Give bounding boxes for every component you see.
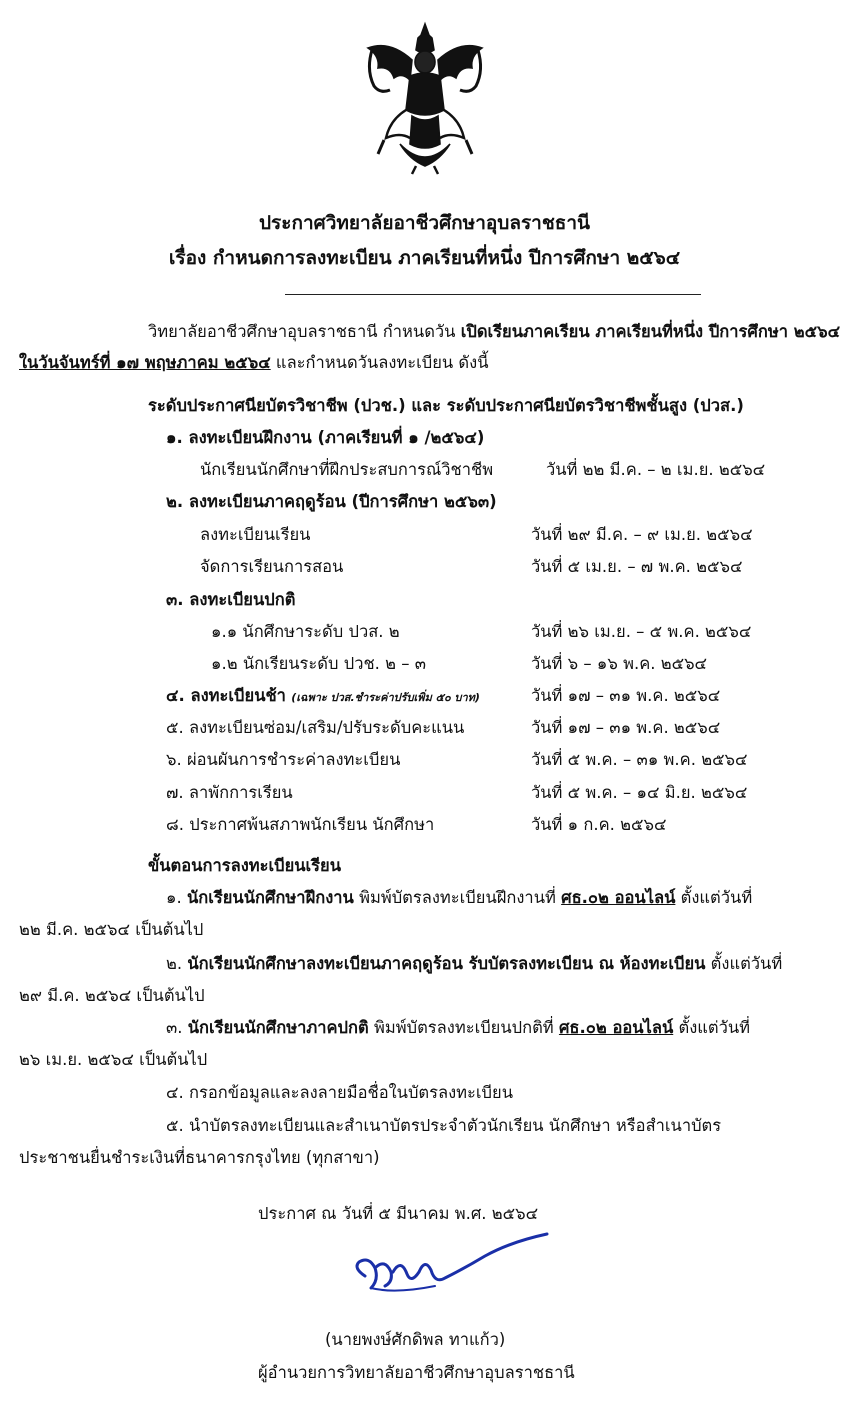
schedule-item-2-title: ๒. ลงทะเบียนภาคฤดูร้อน (ปีการศึกษา ๒๕๖๓) <box>166 492 497 511</box>
announcement-title: ประกาศวิทยาลัยอาชีวศึกษาอุบลราชธานี <box>258 212 590 234</box>
schedule-item-3-2-date: วันที่ ๖ – ๑๖ พ.ค. ๒๕๖๔ <box>531 654 708 673</box>
schedule-item-4 <box>166 685 480 709</box>
signer-name: (นายพงษ์ศักดิพล ทาแก้ว) <box>325 1330 506 1349</box>
sor-tor-02-online-link[interactable]: ศธ.๐๒ ออนไลน์ <box>558 1018 674 1037</box>
intro-open-term: เปิดเรียนภาคเรียน ภาคเรียนที่หนึ่ง ปีการศึกษา ๒๕๖๔ <box>460 322 841 341</box>
step-4: ๔. กรอกข้อมูลและลงลายมือชื่อในบัตรลงทะเบียน <box>166 1083 513 1102</box>
schedule-item-1-title: ๑. ลงทะเบียนฝึกงาน (ภาคเรียนที่ ๑ /๒๕๖๔) <box>166 428 485 447</box>
schedule-item-8-title: ๘. ประกาศพ้นสภาพนักเรียน นักศึกษา <box>166 815 435 834</box>
signer-title: ผู้อำนวยการวิทยาลัยอาชีวศึกษาอุบลราชธานี <box>258 1363 575 1382</box>
schedule-item-4-note: (เฉพาะ ปวส.ชำระค่าปรับเพิ่ม ๕๐ บาท) <box>291 691 480 704</box>
schedule-item-3-1-date: วันที่ ๒๖ เม.ย. – ๕ พ.ค. ๒๕๖๔ <box>531 622 752 641</box>
step-2-line-1: ๒. นักเรียนนักศึกษาลงทะเบียนภาคฤดูร้อน รับบัตรลงทะเบียน ณ ห้องทะเบียน ตั้งแต่วันที่ <box>166 954 783 973</box>
step-2-line-2: ๒๙ มี.ค. ๒๕๖๔ เป็นต้นไป <box>19 986 205 1005</box>
step-1-line-1: ๑. นักเรียนนักศึกษาฝึกงาน พิมพ์บัตรลงทะเบียนฝึกงานที่ ศธ.๐๒ ออนไลน์ ตั้งแต่วันที่ <box>166 888 753 907</box>
schedule-item-5-title: ๕. ลงทะเบียนซ่อม/เสริม/ปรับระดับคะแนน <box>166 718 465 737</box>
schedule-item-3-1-label: ๑.๑ นักศึกษาระดับ ปวส. ๒ <box>211 622 400 641</box>
schedule-item-6-title: ๖. ผ่อนผันการชำระค่าลงทะเบียน <box>166 750 401 769</box>
announcement-subject: เรื่อง กำหนดการลงทะเบียน ภาคเรียนที่หนึ่ง ปีการศึกษา ๒๕๖๔ <box>168 247 681 269</box>
schedule-item-7-title: ๗. ลาพักการเรียน <box>166 783 293 802</box>
announce-date: ประกาศ ณ วันที่ ๕ มีนาคม พ.ศ. ๒๕๖๔ <box>258 1204 539 1223</box>
schedule-item-2-1-date: วันที่ ๒๙ มี.ค. – ๙ เม.ย. ๒๕๖๔ <box>531 525 753 544</box>
intro-line-1: วิทยาลัยอาชีวศึกษาอุบลราชธานี กำหนดวัน เปิดเรียนภาคเรียน ภาคเรียนที่หนึ่ง ปีการศึกษา ๒๕๖๔ <box>148 322 841 341</box>
schedule-item-6-date: วันที่ ๕ พ.ค. – ๓๑ พ.ค. ๒๕๖๔ <box>531 750 748 769</box>
schedule-item-3-2-label: ๑.๒ นักเรียนระดับ ปวช. ๒ – ๓ <box>211 654 427 673</box>
level-heading: ระดับประกาศนียบัตรวิชาชีพ (ปวช.) และ ระดับประกาศนียบัตรวิชาชีพชั้นสูง (ปวส.) <box>148 396 744 415</box>
step-5-line-2: ประชาชนยื่นชำระเงินที่ธนาคารกรุงไทย (ทุกสาขา) <box>19 1148 380 1167</box>
intro-open-date: ในวันจันทร์ที่ ๑๗ พฤษภาคม ๒๕๖๔ <box>19 353 271 372</box>
schedule-item-3-title: ๓. ลงทะเบียนปกติ <box>166 590 296 609</box>
schedule-item-5-date: วันที่ ๑๗ – ๓๑ พ.ค. ๒๕๖๔ <box>531 718 721 737</box>
step-5-line-1: ๕. นำบัตรลงทะเบียนและสำเนาบัตรประจำตัวนักเรียน นักศึกษา หรือสำเนาบัตร <box>166 1116 722 1135</box>
sor-tor-02-online-link[interactable]: ศธ.๐๒ ออนไลน์ <box>561 888 676 907</box>
schedule-item-7-date: วันที่ ๕ พ.ค. – ๑๔ มิ.ย. ๒๕๖๔ <box>531 783 748 802</box>
garuda-emblem-icon <box>360 20 490 175</box>
header-divider <box>285 294 701 295</box>
schedule-item-4-title: ๔. ลงทะเบียนช้า <box>166 686 286 705</box>
schedule-item-2-2-date: วันที่ ๕ เม.ย. – ๗ พ.ค. ๒๕๖๔ <box>531 557 743 576</box>
schedule-item-1-label: นักเรียนนักศึกษาที่ฝึกประสบการณ์วิชาชีพ <box>200 460 494 479</box>
schedule-item-1-date: วันที่ ๒๒ มี.ค. – ๒ เม.ย. ๒๕๖๔ <box>546 460 766 479</box>
step-1-line-2: ๒๒ มี.ค. ๒๕๖๔ เป็นต้นไป <box>19 920 204 939</box>
schedule-item-4-date: วันที่ ๑๗ – ๓๑ พ.ค. ๒๕๖๔ <box>531 686 721 705</box>
schedule-item-2-2-label: จัดการเรียนการสอน <box>200 557 344 576</box>
intro-line-2: ในวันจันทร์ที่ ๑๗ พฤษภาคม ๒๕๖๔ และกำหนดวันลงทะเบียน ดังนี้ <box>19 353 489 372</box>
schedule-item-2-1-label: ลงทะเบียนเรียน <box>200 525 311 544</box>
step-3-line-2: ๒๖ เม.ย. ๒๕๖๔ เป็นต้นไป <box>19 1050 208 1069</box>
steps-heading: ขั้นตอนการลงทะเบียนเรียน <box>148 856 341 875</box>
signature-icon <box>335 1228 555 1308</box>
step-3-line-1: ๓. นักเรียนนักศึกษาภาคปกติ พิมพ์บัตรลงทะเบียนปกติที่ ศธ.๐๒ ออนไลน์ ตั้งแต่วันที่ <box>166 1018 751 1037</box>
schedule-item-8-date: วันที่ ๑ ก.ค. ๒๕๖๔ <box>531 815 667 834</box>
